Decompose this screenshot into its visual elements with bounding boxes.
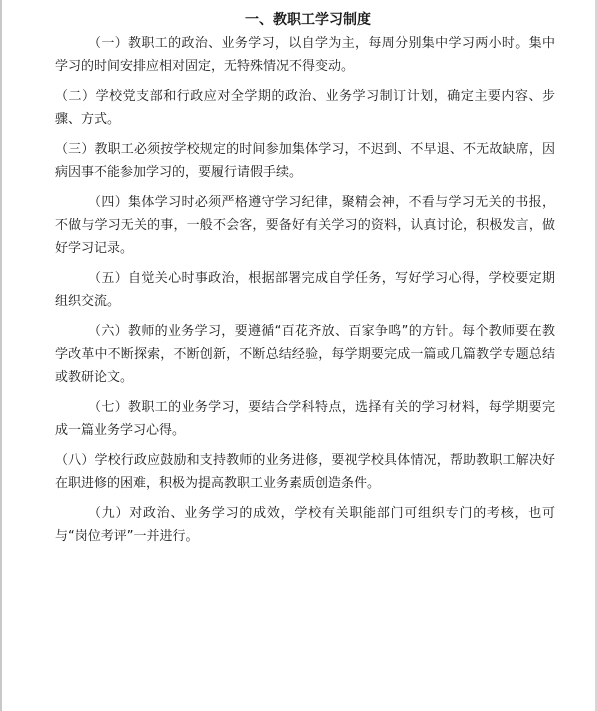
paragraph-3: （三）教职工必须按学校规定的时间参加集体学习，不迟到、不早退、不无故缺席，因病因事不能参加学习的，要履行请假手续。	[55, 142, 555, 180]
paragraph-5: （五）自觉关心时事政治，根据部署完成自学任务，写好学习心得，学校要定期组织交流。	[55, 271, 555, 309]
page-edge-left	[0, 0, 2, 711]
paragraph-8: （八）学校行政应鼓励和支持教师的业务进修，要视学校具体情况，帮助教职工解决好在职进修的困难，积极为提高教职工业务素质创造条件。	[55, 453, 555, 491]
paragraph-9: （九）对政治、业务学习的成效，学校有关职能部门可组织专门的考核，也可与“岗位考评”一并进行。	[55, 506, 555, 544]
paragraph-4: （四）集体学习时必须严格遵守学习纪律，聚精会神，不看与学习无关的书报，不做与学习无关的事，一般不会客，要备好有关学习的资料，认真讨论，积极发言，做好学习记录。	[55, 195, 555, 256]
paragraph-7: （七）教职工的业务学习，要结合学科特点，选择有关的学习材料，每学期要完成一篇业务学习心得。	[55, 400, 555, 438]
paragraph-1: （一）教职工的政治、业务学习，以自学为主，每周分别集中学习两小时。集中学习的时间安排应相对固定，无特殊情况不得变动。	[55, 36, 555, 74]
paragraph-2: （二）学校党支部和行政应对全学期的政治、业务学习制订计划，确定主要内容、步骤、方式。	[55, 89, 555, 127]
document-page	[55, 10, 555, 555]
document-title: 一、教职工学习制度	[245, 12, 371, 28]
paragraph-6: （六）教师的业务学习，要遵循“百花齐放、百家争鸣”的方针。每个教师要在教学改革中不断探索，不断创新，不断总结经验，每学期要完成一篇或几篇教学专题总结或教研论文。	[55, 324, 555, 385]
